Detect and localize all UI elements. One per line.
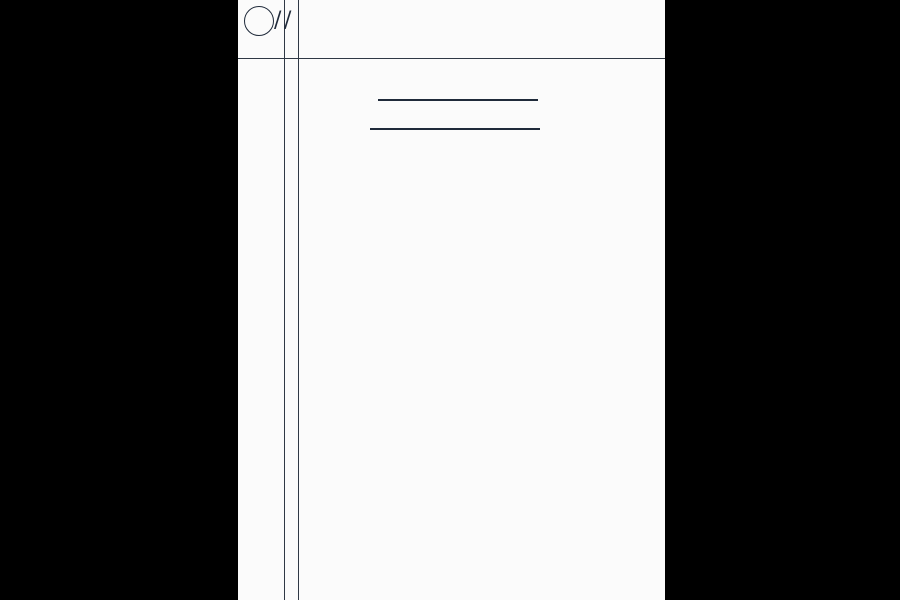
margin-line-left (284, 0, 285, 600)
subtitle-underline (370, 128, 540, 130)
header-divider (238, 58, 665, 59)
page-number-slash: / (284, 8, 292, 33)
page-number (244, 6, 274, 36)
margin-line-right (298, 0, 299, 600)
page-number-slash: / (274, 8, 282, 33)
notebook-page (238, 0, 665, 600)
title-underline (378, 99, 538, 101)
